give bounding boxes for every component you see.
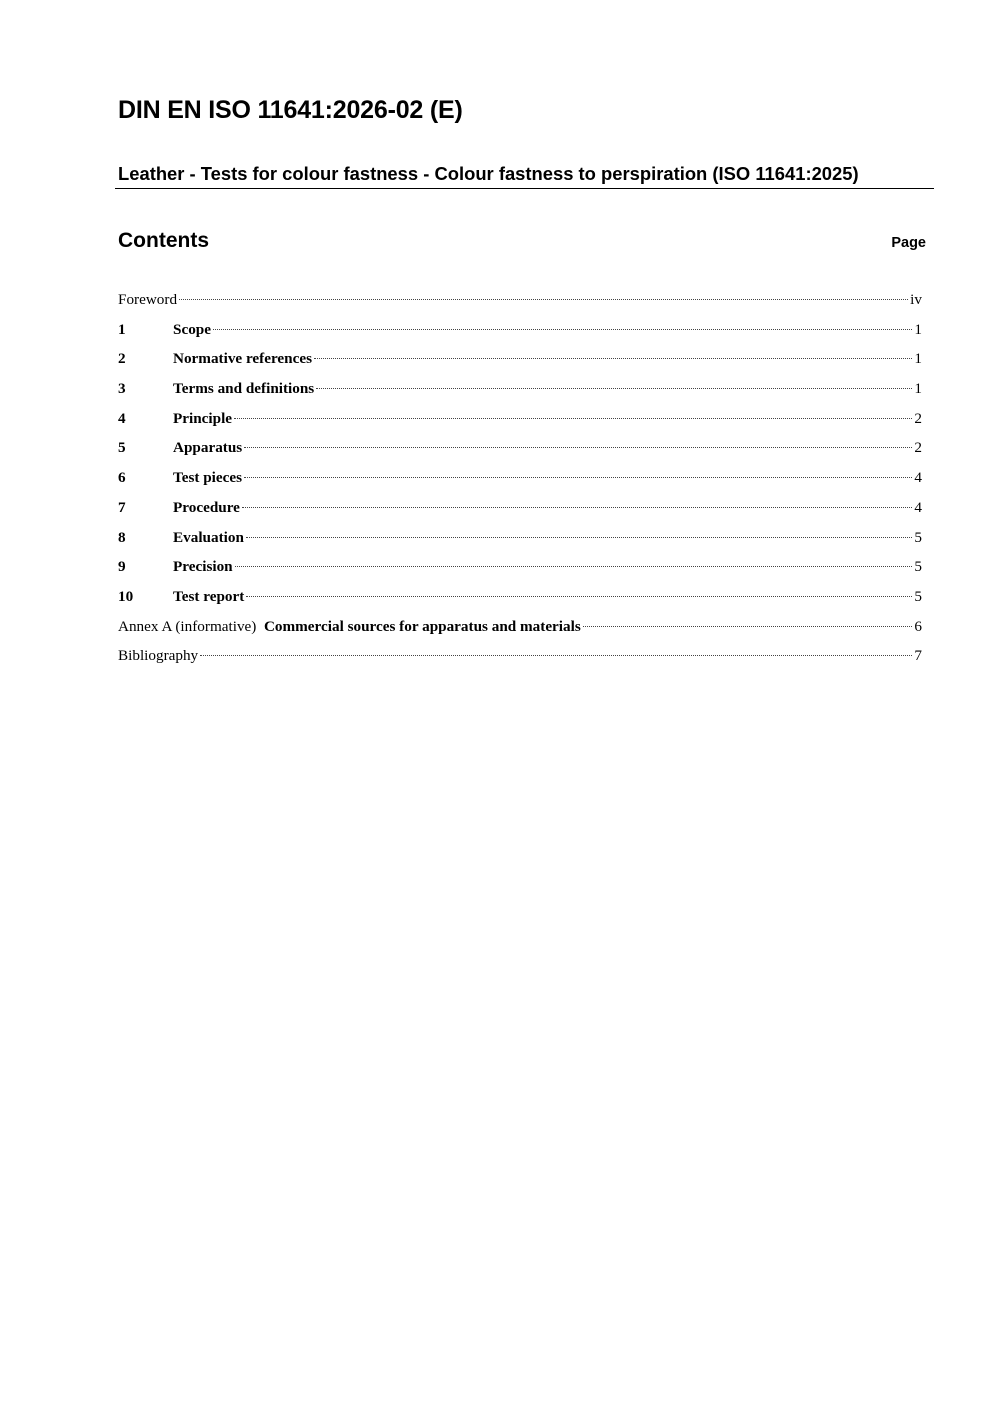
- toc-entry-foreword[interactable]: [118, 287, 922, 317]
- toc-entry-page: 1: [914, 380, 922, 398]
- toc-entry-page: iv: [910, 291, 922, 308]
- toc-entry-page: 2: [914, 409, 922, 427]
- toc-entry-normative-references[interactable]: [118, 346, 922, 376]
- toc-entry-test-report[interactable]: [118, 584, 922, 614]
- dot-leader: [316, 387, 912, 389]
- toc-entry-page: 4: [914, 469, 922, 487]
- subtitle-block: [115, 161, 934, 189]
- toc-entry-test-pieces[interactable]: [118, 465, 922, 495]
- toc-entry-title: Foreword: [118, 291, 178, 308]
- toc-entry-title: Test report: [173, 587, 245, 605]
- toc-entry-number: 10: [118, 587, 134, 605]
- toc-entry-number: 5: [118, 439, 126, 457]
- toc-entry-terms-and-definitions[interactable]: [118, 376, 922, 406]
- toc-entry-number: 2: [118, 350, 126, 368]
- toc-entry-page: 6: [914, 617, 922, 635]
- table-of-contents: [118, 287, 922, 673]
- toc-entry-page: 4: [914, 498, 922, 516]
- document-title: DIN EN ISO 11641:2026-02 (E): [118, 96, 463, 124]
- dot-leader: [244, 446, 912, 448]
- toc-entry-page: 7: [914, 647, 922, 665]
- dot-leader: [179, 298, 908, 300]
- toc-entry-title: Principle: [173, 409, 233, 427]
- toc-entry-title: Evaluation: [173, 528, 244, 546]
- dot-leader: [235, 565, 913, 567]
- dot-leader: [583, 625, 913, 627]
- toc-entry-title: Commercial sources for apparatus and materials: [263, 617, 581, 635]
- toc-entry-evaluation[interactable]: [118, 525, 922, 555]
- toc-entry-bibliography[interactable]: [118, 643, 922, 673]
- toc-entry-scope[interactable]: [118, 317, 922, 347]
- dot-leader: [234, 417, 912, 419]
- toc-entry-page: 1: [914, 320, 922, 338]
- toc-entry-page: 2: [914, 439, 922, 457]
- toc-entry-procedure[interactable]: [118, 495, 922, 525]
- document-subtitle: Leather - Tests for colour fastness - Colour fastness to perspiration (ISO 11641:2025): [118, 163, 859, 184]
- toc-entry-title: Terms and definitions: [173, 380, 315, 398]
- toc-entry-title: Procedure: [173, 498, 240, 516]
- dot-leader: [244, 476, 912, 478]
- dot-leader: [246, 595, 912, 597]
- toc-entry-number: 3: [118, 380, 126, 398]
- toc-entry-title: Bibliography: [118, 647, 199, 665]
- toc-entry-annex-a[interactable]: [118, 614, 922, 644]
- toc-entry-number: 6: [118, 469, 126, 487]
- toc-entry-apparatus[interactable]: [118, 435, 922, 465]
- toc-entry-precision[interactable]: [118, 554, 922, 584]
- toc-entry-page: 1: [914, 350, 922, 368]
- toc-entry-title: Apparatus: [173, 439, 243, 457]
- toc-entry-page: 5: [914, 587, 922, 605]
- dot-leader: [242, 506, 912, 508]
- toc-entry-title: Precision: [173, 558, 233, 576]
- toc-entry-number: 4: [118, 409, 126, 427]
- contents-heading: Contents: [118, 229, 209, 252]
- dot-leader: [200, 654, 912, 656]
- toc-entry-page: 5: [914, 558, 922, 576]
- toc-entry-page: 5: [914, 528, 922, 546]
- toc-entry-title: Normative references: [173, 350, 313, 368]
- toc-entry-number: 1: [118, 320, 126, 338]
- toc-entry-principle[interactable]: [118, 406, 922, 436]
- toc-entry-annex-prefix: Annex A (informative): [118, 617, 257, 635]
- toc-entry-number: 7: [118, 498, 126, 516]
- page-column-label: Page: [891, 235, 926, 251]
- dot-leader: [246, 536, 913, 538]
- toc-entry-title: Scope: [173, 320, 211, 338]
- toc-entry-number: 8: [118, 528, 126, 546]
- toc-entry-number: 9: [118, 558, 126, 576]
- dot-leader: [314, 357, 912, 359]
- toc-entry-title: Test pieces: [173, 469, 243, 487]
- dot-leader: [213, 328, 912, 330]
- toc-entry-title-group: [118, 614, 581, 640]
